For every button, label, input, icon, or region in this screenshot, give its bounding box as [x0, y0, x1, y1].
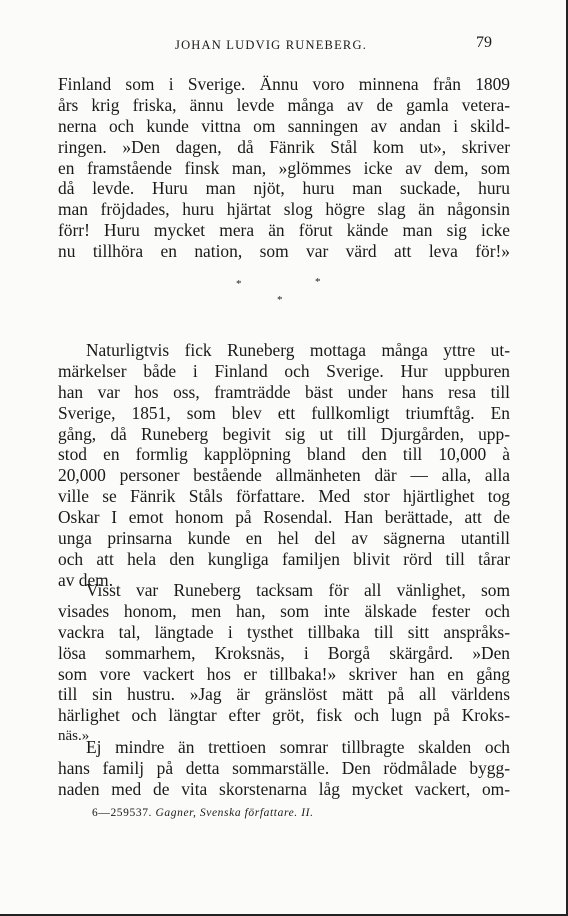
- text-line: unga prinsarna kunde en hel del av sägnerna utantill: [58, 528, 510, 549]
- text-line: visades honom, men han, som inte älskade fester och: [58, 600, 510, 621]
- text-line: Finland som i Sverige. Ännu voro minnena från 1809: [58, 74, 510, 94]
- page-footer: [92, 807, 314, 819]
- text-line: Oskar I emot honom på Rosendal. Han berättade, att de: [58, 507, 510, 528]
- text-line: till sin hustru. »Jag är gränslöst mätt på all världens: [58, 684, 510, 705]
- text-line: då levde. Huru man njöt, huru man suckade, huru: [58, 178, 510, 199]
- asterisk: *: [277, 294, 283, 306]
- paragraph-4: [58, 737, 510, 800]
- text-line: och att hela den kungliga familjen blivit rörd till tårar: [58, 548, 510, 569]
- text-line: av dem.: [58, 569, 114, 590]
- text-line: som vore vackert hos er tillbaka!» skriver han en gång: [58, 663, 510, 684]
- text-line: Visst var Runeberg tacksam för all vänlighet, som: [86, 580, 510, 600]
- text-line: stod en formlig kapplöpning bland den till 10,000 à: [58, 444, 510, 465]
- text-line: märkelser både i Finland och Sverige. Hur uppburen: [58, 360, 510, 381]
- text-line: man fröjdades, huru hjärtat slog högre slag än någonsin: [58, 199, 510, 220]
- text-line: naden med de vita skorstenarna låg mycket vackert, om-: [58, 778, 510, 799]
- text-line: ringen. »Den dagen, då Fänrik Stål kom ut», skriver: [58, 136, 510, 157]
- text-line: näs.»: [58, 728, 90, 745]
- text-line: han var hos oss, framträdde bäst under hans resa till: [58, 381, 510, 402]
- text-line: Sverige, 1851, som blev ett fullkomligt triumftåg. En: [58, 402, 510, 423]
- printer-signature: 6—259537.: [92, 807, 153, 819]
- text-line: förr! Huru mycket mera än förut kände man sig icke: [58, 220, 510, 241]
- text-line: nerna och kunde vittna om sanningen av andan i skild-: [58, 115, 510, 136]
- running-title: JOHAN LUDVIG RUNEBERG.: [175, 38, 368, 52]
- text-line: hans familj på detta sommarställe. Den rödmålade bygg-: [58, 757, 510, 778]
- text-line: nu tillhöra en nation, som var värd att leva för!»: [58, 241, 510, 262]
- text-line: en framstående finsk man, »glömmes icke av dem, som: [58, 157, 510, 178]
- paragraph-2: [58, 340, 510, 591]
- text-line: härlighet och längtar efter gröt, fisk och lugn på Kroks-: [58, 705, 510, 726]
- text-line: Naturligtvis fick Runeberg mottaga många yttre ut-: [86, 340, 510, 360]
- source-reference: Gagner, Svenska författare. II.: [155, 807, 314, 819]
- text-line: gång, då Runeberg begivit sig ut till Djurgården, upp-: [58, 423, 510, 444]
- paragraph-3: [58, 580, 510, 747]
- paragraph-1: [58, 74, 510, 262]
- asterisk: *: [236, 278, 242, 290]
- text-line: ville se Fänrik Ståls författare. Med stor hjärtlighet tog: [58, 486, 510, 507]
- page-number: 79: [476, 34, 492, 51]
- text-line: vackra tal, längtade i tysthet tillbaka till sitt anspråks-: [58, 621, 510, 642]
- text-line: 20,000 personer bestående allmänheten där — alla, alla: [58, 465, 510, 486]
- asterisk: *: [315, 276, 321, 288]
- text-line: års krig friska, ännu levde många av de gamla vetera-: [58, 94, 510, 115]
- text-line: Ej mindre än trettioen somrar tillbragte skalden och: [86, 737, 510, 757]
- text-line: lösa sommarhem, Kroksnäs, i Borgå skärgård. »Den: [58, 642, 510, 663]
